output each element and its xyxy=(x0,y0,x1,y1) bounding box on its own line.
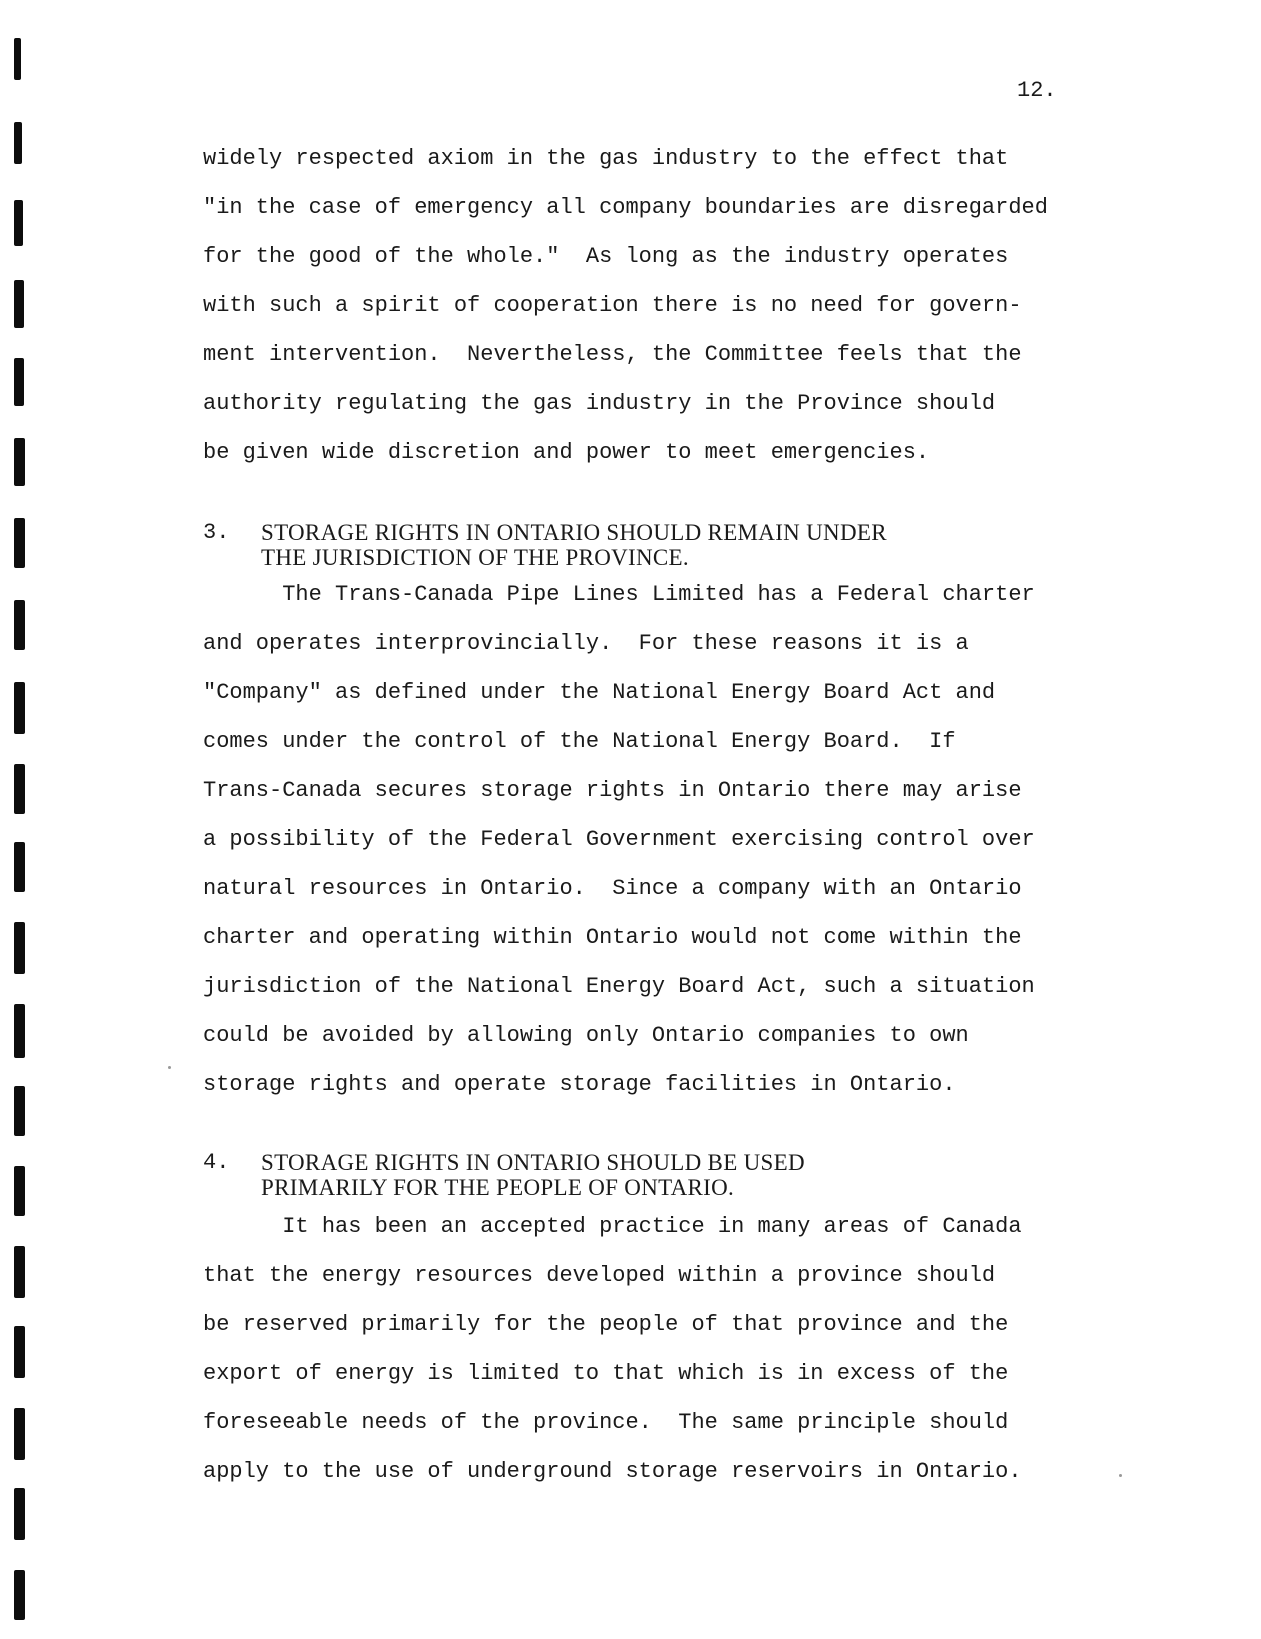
heading-line: STORAGE RIGHTS IN ONTARIO SHOULD BE USED xyxy=(261,1150,805,1175)
text-line: It has been an accepted practice in many areas of Canada xyxy=(203,1214,1022,1239)
text-line: charter and operating within Ontario would not come within the xyxy=(203,925,1022,950)
text-line: export of energy is limited to that which is in excess of the xyxy=(203,1361,1009,1386)
text-line: be reserved primarily for the people of that province and the xyxy=(203,1312,1009,1337)
section-4-paragraph xyxy=(203,1202,1173,1496)
binding-mark xyxy=(14,764,25,814)
text-line: Trans-Canada secures storage rights in Ontario there may arise xyxy=(203,778,1022,803)
binding-mark xyxy=(14,600,25,650)
text-line: a possibility of the Federal Government exercising control over xyxy=(203,827,1035,852)
text-line: authority regulating the gas industry in the Province should xyxy=(203,391,996,416)
page-number: 12. xyxy=(1017,78,1057,103)
binding-mark xyxy=(14,1408,25,1460)
binding-marks xyxy=(14,0,28,1639)
text-line: foreseeable needs of the province. The same principle should xyxy=(203,1410,1009,1435)
binding-mark xyxy=(14,842,25,892)
binding-mark xyxy=(14,1086,25,1136)
binding-mark xyxy=(14,200,23,246)
binding-mark xyxy=(14,1004,25,1058)
heading-line: STORAGE RIGHTS IN ONTARIO SHOULD REMAIN UNDER xyxy=(261,520,887,545)
binding-mark xyxy=(14,438,25,486)
text-line: and operates interprovincially. For these reasons it is a xyxy=(203,631,969,656)
text-line: natural resources in Ontario. Since a company with an Ontario xyxy=(203,876,1022,901)
text-line: storage rights and operate storage facilities in Ontario. xyxy=(203,1072,956,1097)
binding-mark xyxy=(14,1488,25,1540)
text-line: widely respected axiom in the gas industry to the effect that xyxy=(203,146,1009,171)
section-4-heading xyxy=(203,1150,805,1200)
heading-line: PRIMARILY FOR THE PEOPLE OF ONTARIO. xyxy=(261,1175,735,1200)
binding-mark xyxy=(14,358,24,406)
text-line: that the energy resources developed within a province should xyxy=(203,1263,996,1288)
text-line: with such a spirit of cooperation there is no need for govern- xyxy=(203,293,1022,318)
binding-mark xyxy=(14,1246,25,1298)
scan-speck xyxy=(168,1066,171,1069)
text-line: ment intervention. Nevertheless, the Committee feels that the xyxy=(203,342,1022,367)
text-line: comes under the control of the National Energy Board. If xyxy=(203,729,956,754)
continuation-paragraph xyxy=(203,134,1173,477)
text-line: apply to the use of underground storage reservoirs in Ontario. xyxy=(203,1459,1022,1484)
text-line: "Company" as defined under the National Energy Board Act and xyxy=(203,680,996,705)
binding-mark xyxy=(14,922,25,974)
binding-mark xyxy=(14,38,21,80)
section-3-heading xyxy=(203,520,887,570)
text-line: The Trans-Canada Pipe Lines Limited has a Federal charter xyxy=(203,582,1035,607)
binding-mark xyxy=(14,682,25,734)
binding-mark xyxy=(14,518,25,568)
section-number: 3. xyxy=(203,520,230,545)
section-3-paragraph xyxy=(203,570,1173,1109)
binding-mark xyxy=(14,122,22,164)
binding-mark xyxy=(14,1326,25,1378)
binding-mark xyxy=(14,280,24,328)
text-line: "in the case of emergency all company boundaries are disregarded xyxy=(203,195,1048,220)
text-line: could be avoided by allowing only Ontario companies to own xyxy=(203,1023,969,1048)
text-line: for the good of the whole." As long as the industry operates xyxy=(203,244,1009,269)
binding-mark xyxy=(14,1166,25,1216)
text-line: be given wide discretion and power to meet emergencies. xyxy=(203,440,930,465)
text-line: jurisdiction of the National Energy Board Act, such a situation xyxy=(203,974,1035,999)
binding-mark xyxy=(14,1570,25,1620)
heading-line: THE JURISDICTION OF THE PROVINCE. xyxy=(261,545,689,570)
section-number: 4. xyxy=(203,1150,230,1175)
